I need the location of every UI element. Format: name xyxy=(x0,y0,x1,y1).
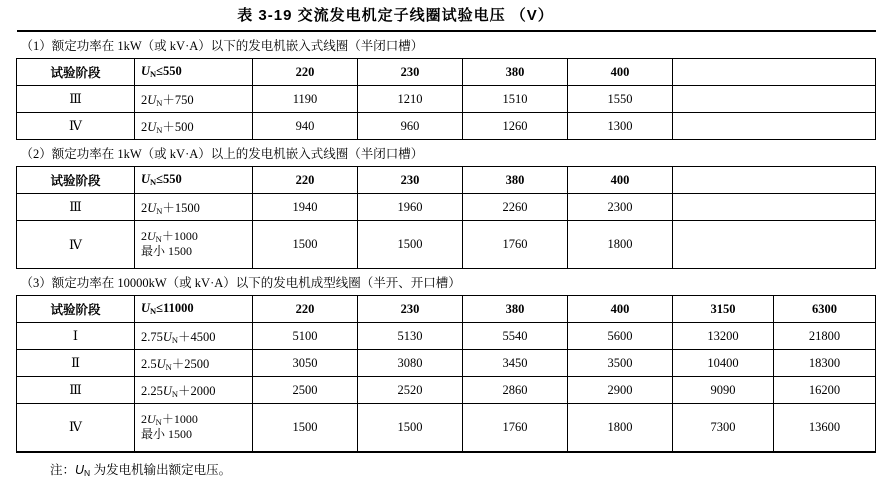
row-value-4: 10400 xyxy=(673,350,774,377)
header-value-2-3: 400 xyxy=(568,167,673,194)
row-stage: Ⅲ xyxy=(17,194,135,221)
voltage-table xyxy=(16,30,876,453)
row-formula: $2.5U_N+2500$ xyxy=(135,350,253,377)
section-2-heading: （2）额定功率在 1kW（或 kV·A）以上的发电机嵌入式线圈（半闭口槽） xyxy=(17,140,876,167)
row-stage: Ⅱ xyxy=(17,350,135,377)
row-value-0: 3050 xyxy=(253,350,358,377)
row-value-2: 3450 xyxy=(463,350,568,377)
row-value-1: 3080 xyxy=(358,350,463,377)
row-value-2: 1760 xyxy=(463,221,568,269)
table-row xyxy=(17,350,876,377)
row-value-3: 3500 xyxy=(568,350,673,377)
row-value-0: 940 xyxy=(253,113,358,140)
section-1-heading: （1）额定功率在 1kW（或 kV·A）以下的发电机嵌入式线圈（半闭口槽） xyxy=(17,31,876,59)
row-stage: Ⅳ xyxy=(17,221,135,269)
row-value-2: 5540 xyxy=(463,323,568,350)
row-formula: $2U_N+1000$ 最小 1500 xyxy=(135,221,253,269)
row-stage: Ⅳ xyxy=(17,113,135,140)
header-value-3-1: 230 xyxy=(358,296,463,323)
row-value-0: 1500 xyxy=(253,404,358,452)
row-stage: Ⅳ xyxy=(17,404,135,452)
header-value-2-1: 230 xyxy=(358,167,463,194)
row-empty xyxy=(673,86,876,113)
row-formula: $2.25U_N+2000$ xyxy=(135,377,253,404)
table-header-row-3 xyxy=(17,296,876,323)
row-value-3: 1300 xyxy=(568,113,673,140)
header-value-3-5: 6300 xyxy=(774,296,876,323)
row-formula: $2U_N+1000$ 最小 1500 xyxy=(135,404,253,452)
row-value-3: 1800 xyxy=(568,404,673,452)
header-stage-3: 试验阶段 xyxy=(17,296,135,323)
row-value-4: 9090 xyxy=(673,377,774,404)
row-value-0: 1940 xyxy=(253,194,358,221)
header-empty-1 xyxy=(673,59,876,86)
table-note: 注：$U_N$ 为发电机输出额定电压。 xyxy=(50,462,232,478)
row-value-1: 1500 xyxy=(358,404,463,452)
section-heading-row xyxy=(17,31,876,59)
row-value-3: 5600 xyxy=(568,323,673,350)
row-value-0: 5100 xyxy=(253,323,358,350)
row-value-1: 1210 xyxy=(358,86,463,113)
header-formula-3: $U_N\le 11000$ xyxy=(135,296,253,323)
header-value-3-3: 400 xyxy=(568,296,673,323)
table-header-row-2 xyxy=(17,167,876,194)
row-value-1: 960 xyxy=(358,113,463,140)
header-value-3-4: 3150 xyxy=(673,296,774,323)
row-value-0: 2500 xyxy=(253,377,358,404)
header-empty-2 xyxy=(673,167,876,194)
header-formula-2: $U_N\le 550$ xyxy=(135,167,253,194)
header-value-1-1: 230 xyxy=(358,59,463,86)
header-value-1-0: 220 xyxy=(253,59,358,86)
table-header-row-1 xyxy=(17,59,876,86)
section-heading-row xyxy=(17,269,876,296)
row-formula: $2U_N+1500$ xyxy=(135,194,253,221)
row-value-0: 1190 xyxy=(253,86,358,113)
row-value-3: 2900 xyxy=(568,377,673,404)
table-row xyxy=(17,377,876,404)
row-value-4: 7300 xyxy=(673,404,774,452)
header-value-2-2: 380 xyxy=(463,167,568,194)
row-formula: $2.75U_N+4500$ xyxy=(135,323,253,350)
row-value-2: 1260 xyxy=(463,113,568,140)
section-heading-row xyxy=(17,140,876,167)
table-row xyxy=(17,404,876,452)
row-value-1: 1960 xyxy=(358,194,463,221)
row-value-3: 1800 xyxy=(568,221,673,269)
row-empty xyxy=(673,113,876,140)
row-value-2: 2860 xyxy=(463,377,568,404)
row-value-5: 13600 xyxy=(774,404,876,452)
table-row xyxy=(17,221,876,269)
row-stage: Ⅲ xyxy=(17,86,135,113)
row-value-2: 1510 xyxy=(463,86,568,113)
header-value-2-0: 220 xyxy=(253,167,358,194)
header-stage-1: 试验阶段 xyxy=(17,59,135,86)
row-formula: $2U_N+500$ xyxy=(135,113,253,140)
header-value-3-2: 380 xyxy=(463,296,568,323)
row-value-4: 13200 xyxy=(673,323,774,350)
row-value-5: 21800 xyxy=(774,323,876,350)
table-row xyxy=(17,194,876,221)
row-value-1: 5130 xyxy=(358,323,463,350)
row-value-2: 1760 xyxy=(463,404,568,452)
row-value-0: 1500 xyxy=(253,221,358,269)
row-formula: $2U_N+750$ xyxy=(135,86,253,113)
row-stage: Ⅰ xyxy=(17,323,135,350)
table-row xyxy=(17,113,876,140)
header-value-1-3: 400 xyxy=(568,59,673,86)
header-formula-1: $U_N\le 550$ xyxy=(135,59,253,86)
row-value-2: 2260 xyxy=(463,194,568,221)
row-value-3: 1550 xyxy=(568,86,673,113)
row-value-5: 16200 xyxy=(774,377,876,404)
row-value-5: 18300 xyxy=(774,350,876,377)
row-empty xyxy=(673,221,876,269)
row-value-3: 2300 xyxy=(568,194,673,221)
row-stage: Ⅲ xyxy=(17,377,135,404)
header-stage-2: 试验阶段 xyxy=(17,167,135,194)
table-title: 表 3-19 交流发电机定子线圈试验电压 （V） xyxy=(237,7,554,24)
table-row xyxy=(17,323,876,350)
row-value-1: 2520 xyxy=(358,377,463,404)
section-3-heading: （3）额定功率在 10000kW（或 kV·A）以下的发电机成型线圈（半开、开口槽） xyxy=(17,269,876,296)
table-row xyxy=(17,86,876,113)
header-value-3-0: 220 xyxy=(253,296,358,323)
row-empty xyxy=(673,194,876,221)
row-value-1: 1500 xyxy=(358,221,463,269)
header-value-1-2: 380 xyxy=(463,59,568,86)
